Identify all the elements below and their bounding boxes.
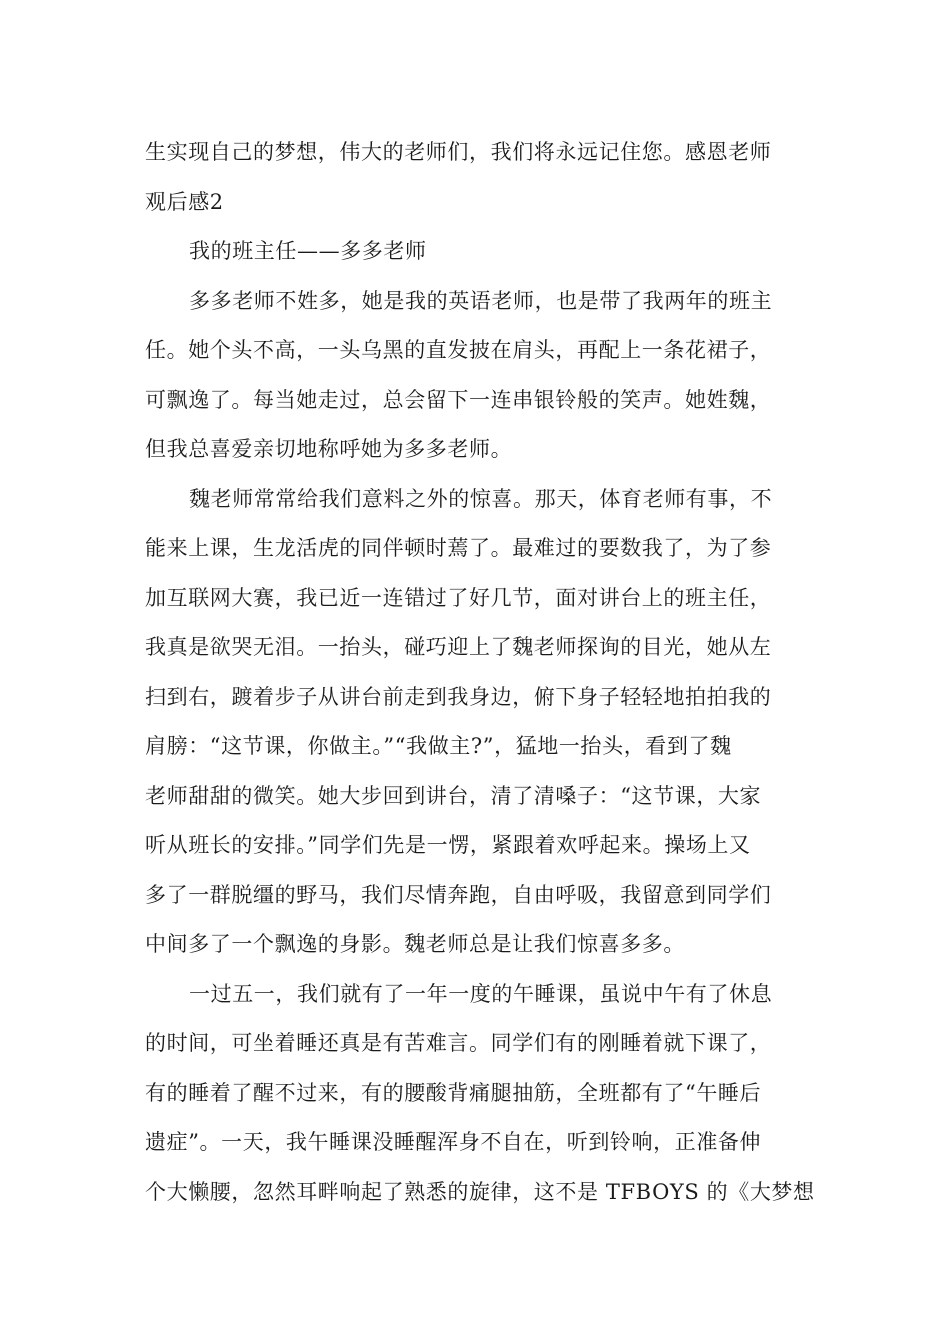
paragraph-start: 多多老师不姓多，她是我的英语老师，也是带了我两年的班主 [189,288,773,313]
document-body [145,128,815,1217]
text-line: 我真是欲哭无泪。一抬头，碰巧迎上了魏老师探询的目光，她从左 [145,635,772,659]
text-line: 能来上课，生龙活虎的同伴顿时蔫了。最难过的要数我了，为了参 [145,536,772,560]
text-line: 的时间，可坐着睡还真是有苦难言。同学们有的刚睡着就下课了， [145,1031,772,1055]
text-line: 遗症”。一天，我午睡课没睡醒浑身不自在，听到铃响，正准备伸 [145,1130,762,1154]
text-line: 观后感2 [145,189,224,214]
text-line: 多了一群脱缰的野马，我们尽情奔跑，自由呼吸，我留意到同学们 [145,882,772,907]
text-line: 但我总喜爱亲切地称呼她为多多老师。 [145,437,513,461]
text-line: 可飘逸了。每当她走过，总会留下一连串银铃般的笑声。她姓魏， [145,387,772,412]
text-line: 加互联网大赛，我已近一连错过了好几节，面对讲台上的班主任， [145,585,772,610]
section-heading: 我的班主任——多多老师 [189,239,427,263]
text-line: 生实现自己的梦想，伟大的老师们，我们将永远记住您。感恩老师 [145,140,772,164]
paragraph-start: 一过五一，我们就有了一年一度的午睡课，虽说中午有了休息 [189,981,773,1006]
text-line: 扫到右，踱着步子从讲台前走到我身边，俯下身子轻轻地拍拍我的 [145,684,772,709]
text-line: 中间多了一个飘逸的身影。魏老师总是让我们惊喜多多。 [145,932,685,956]
text-line: 听从班长的安排。”同学们先是一愣，紧跟着欢呼起来。操场上又 [145,833,751,857]
text-line: 个大懒腰，忽然耳畔响起了熟悉的旋律，这不是 TFBOYS 的《大梦想 [145,1179,815,1204]
text-line: 肩膀：“这节课，你做主。”“我做主?”，猛地一抬头，看到了魏 [145,734,732,758]
text-line: 老师甜甜的微笑。她大步回到讲台，清了清嗓子：“这节课，大家 [145,783,762,808]
paragraph-start: 魏老师常常给我们意料之外的惊喜。那天，体育老师有事，不 [189,486,773,511]
text-line: 有的睡着了醒不过来，有的腰酸背痛腿抽筋，全班都有了“午睡后 [145,1080,762,1105]
text-line: 任。她个头不高，一头乌黑的直发披在肩头，再配上一条花裙子， [145,338,772,362]
